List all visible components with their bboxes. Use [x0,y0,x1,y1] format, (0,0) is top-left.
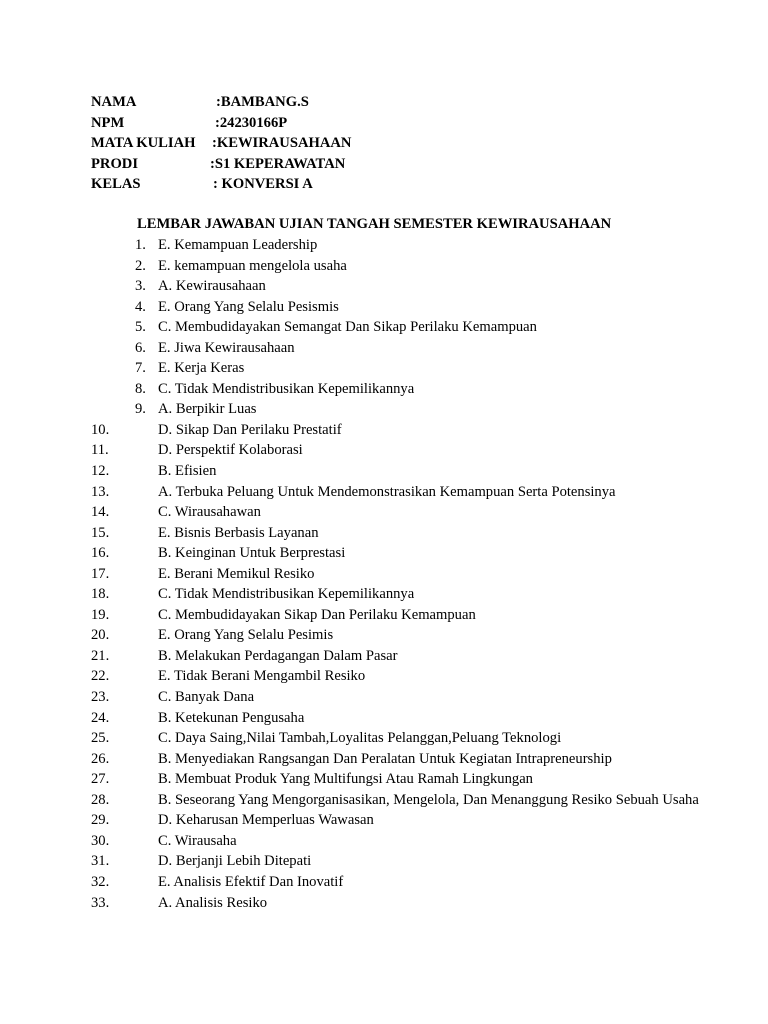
list-item [91,851,721,872]
answer-number: 14. [91,504,110,521]
list-item [91,831,721,852]
list-item [91,893,721,914]
answer-number: 23. [91,689,110,706]
answer-number: 33. [91,894,110,911]
identity-label: NPM [91,114,125,131]
answer-sheet-title: LEMBAR JAWABAN UJIAN TANGAH SEMESTER KEWIRAUSAHAAN [137,216,612,232]
list-item [91,235,721,256]
answer-text: B. Ketekunan Pengusaha [158,709,305,726]
list-item [91,420,721,441]
answer-number: 13. [91,483,110,500]
list-item [91,769,721,790]
answer-text: E. Tidak Berani Mengambil Resiko [158,668,366,685]
answer-list [91,235,721,913]
list-item [91,605,721,626]
list-item [91,543,721,564]
answer-text: B. Menyediakan Rangsangan Dan Peralatan Untuk Kegiatan Intrapreneurship [158,750,612,767]
answer-text: D. Sikap Dan Perilaku Prestatif [158,421,342,438]
answer-number: 18. [91,586,110,603]
answer-text: A. Analisis Resiko [158,894,268,911]
identity-prodi-row [91,154,346,174]
answer-number: 10. [91,421,110,438]
answer-text: A. Terbuka Peluang Untuk Mendemonstrasikan Kemampuan Serta Potensinya [158,483,616,500]
identity-mata-kuliah-row [91,133,352,153]
answer-text: C. Banyak Dana [158,689,255,706]
answer-number: 29. [91,812,110,829]
answer-number: 1. [135,237,146,253]
list-item [91,523,721,544]
list-item [91,584,721,605]
identity-npm-row [91,113,288,133]
answer-number: 15. [91,524,110,541]
list-item [91,790,721,811]
answer-text: A. Berpikir Luas [158,401,257,418]
answer-number: 17. [91,565,110,582]
answer-number: 4. [135,298,146,315]
answer-text: E. Kemampuan Leadership [158,237,318,253]
list-item [91,461,721,482]
identity-value: : KONVERSI A [213,176,313,192]
answer-number: 20. [91,627,110,644]
list-item [91,666,721,687]
answer-number: 31. [91,853,110,870]
answer-number: 3. [135,278,146,295]
answer-text: D. Perspektif Kolaborasi [158,442,303,459]
answer-text: B. Melakukan Perdagangan Dalam Pasar [158,647,398,664]
list-item [91,379,721,400]
answer-number: 32. [91,873,110,890]
answer-text: E. kemampuan mengelola usaha [158,257,347,274]
identity-value: :S1 KEPERAWATAN [210,155,346,172]
identity-label: KELAS [91,176,141,192]
answer-text: E. Berani Memikul Resiko [158,565,315,582]
answer-number: 2. [135,257,146,274]
answer-text: C. Wirausahawan [158,504,261,521]
answer-text: C. Daya Saing,Nilai Tambah,Loyalitas Pelanggan,Peluang Teknologi [158,730,562,747]
answer-text: E. Analisis Efektif Dan Inovatif [158,873,344,890]
identity-value: :KEWIRAUSAHAAN [212,135,352,151]
list-item [91,728,721,749]
answer-number: 27. [91,771,110,788]
answer-number: 25. [91,730,110,747]
list-item [91,646,721,667]
answer-text: C. Membudidayakan Sikap Dan Perilaku Kemampuan [158,606,476,623]
answer-text: B. Efisien [158,463,217,480]
answer-number: 12. [91,463,110,480]
list-item [91,810,721,831]
answer-text: C. Wirausaha [158,832,237,849]
answer-number: 22. [91,668,110,685]
identity-kelas-row [91,174,313,194]
answer-text: D. Keharusan Memperluas Wawasan [158,812,374,829]
answer-number: 9. [135,401,146,418]
identity-label: MATA KULIAH [91,135,196,151]
answer-text: B. Keinginan Untuk Berprestasi [158,545,346,562]
answer-number: 19. [91,606,110,623]
answer-text: C. Tidak Mendistribusikan Kepemilikannya [158,380,415,397]
identity-label: PRODI [91,155,139,172]
list-item [91,482,721,503]
list-item [91,564,721,585]
list-item [91,399,721,420]
list-item [91,502,721,523]
answer-text: B. Seseorang Yang Mengorganisasikan, Mengelola, Dan Menanggung Resiko Sebuah Usaha [158,791,699,808]
answer-number: 21. [91,647,110,664]
identity-nama-row [91,92,309,112]
answer-number: 11. [91,442,109,459]
answer-text: C. Membudidayakan Semangat Dan Sikap Perilaku Kemampuan [158,319,537,336]
identity-value: :24230166P [215,114,288,131]
list-item [91,317,721,338]
answer-text: A. Kewirausahaan [158,278,266,295]
list-item [91,872,721,893]
answer-number: 7. [135,360,146,377]
answer-number: 30. [91,832,110,849]
answer-number: 28. [91,791,110,808]
identity-label: NAMA [91,94,137,110]
answer-text: C. Tidak Mendistribusikan Kepemilikannya [158,586,415,603]
answer-number: 6. [135,339,146,356]
list-item [91,338,721,359]
answer-number: 16. [91,545,110,562]
list-item [91,440,721,461]
answer-number: 8. [135,380,146,397]
answer-text: E. Kerja Keras [158,360,245,377]
answer-text: E. Orang Yang Selalu Pesimis [158,627,334,644]
list-item [91,708,721,729]
answer-text: D. Berjanji Lebih Ditepati [158,853,312,870]
answer-number: 26. [91,750,110,767]
list-item [91,749,721,770]
answer-text: B. Membuat Produk Yang Multifungsi Atau Ramah Lingkungan [158,771,533,788]
answer-number: 5. [135,319,146,336]
list-item [91,358,721,379]
list-item [91,687,721,708]
identity-value: :BAMBANG.S [216,94,309,110]
list-item [91,297,721,318]
answer-number: 24. [91,709,110,726]
answer-text: E. Bisnis Berbasis Layanan [158,524,319,541]
list-item [91,625,721,646]
list-item [91,276,721,297]
list-item [91,256,721,277]
answer-text: E. Orang Yang Selalu Pesismis [158,298,339,315]
answer-text: E. Jiwa Kewirausahaan [158,339,295,356]
